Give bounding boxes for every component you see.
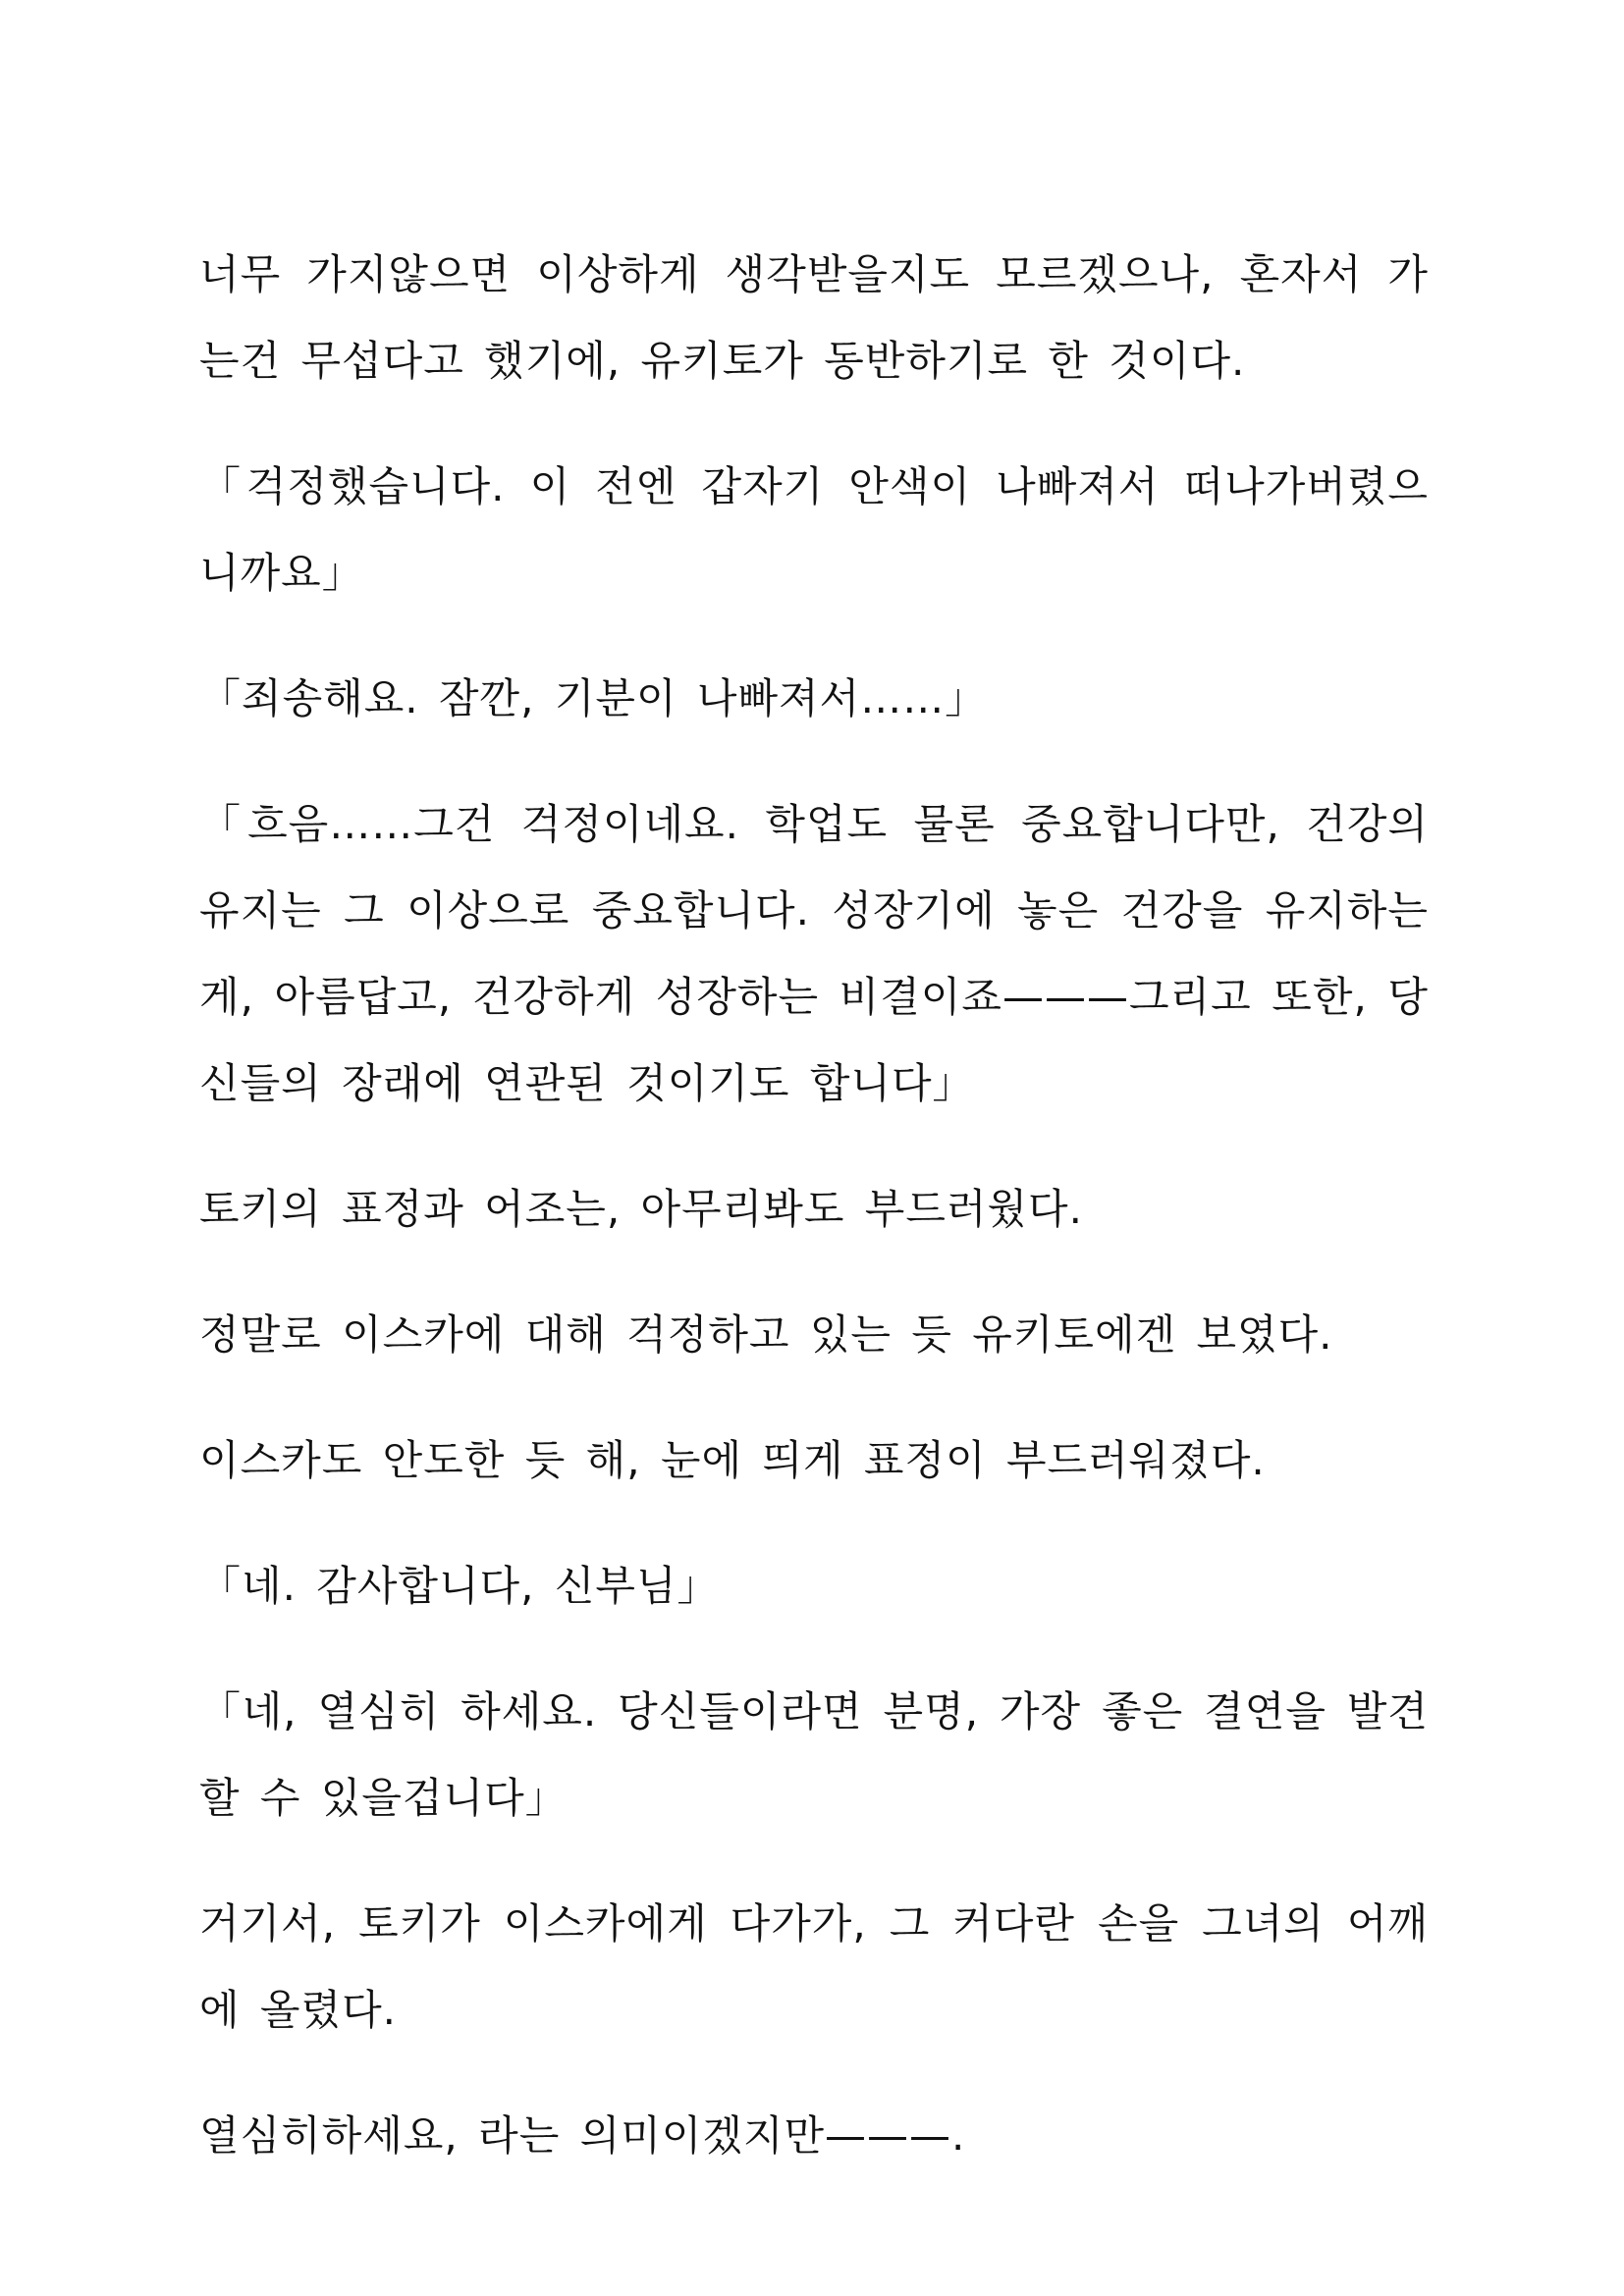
paragraph-5: 토키의 표정과 어조는, 아무리봐도 부드러웠다. <box>199 1185 1083 1233</box>
paragraph-6: 정말로 이스카에 대해 걱정하고 있는 듯 유키토에겐 보였다. <box>199 1310 1333 1359</box>
paragraph-3: 「죄송해요. 잠깐, 기분이 나빠져서……」 <box>199 674 988 722</box>
paragraph-7: 이스카도 안도한 듯 해, 눈에 띄게 표정이 부드러워졌다. <box>199 1436 1266 1484</box>
paragraph-4: 「흐음……그건 걱정이네요. 학업도 물론 중요합니다만, 건강의 유지는 그 이상으로 중요합니다. 성장기에 놓은 건강을 유지하는게, 아름답고, 건강하게 성장하는 비결이죠———그리고 또한, 당신들의 장래에 연관된 것이기도 합니다」 <box>199 800 1429 1107</box>
paragraph-11: 열심히하세요, 라는 의미이겠지만———. <box>199 2111 966 2160</box>
paragraph-1: 너무 가지않으면 이상하게 생각받을지도 모르겠으나, 혼자서 가는건 무섭다고 했기에, 유키토가 동반하기로 한 것이다. <box>199 250 1429 385</box>
paragraph-2: 「걱정했습니다. 이 전엔 갑자기 안색이 나빠져서 떠나가버렸으니까요」 <box>199 462 1429 597</box>
paragraph-9: 「네, 열심히 하세요. 당신들이라면 분명, 가장 좋은 결연을 발견할 수 있을겁니다」 <box>199 1687 1429 1822</box>
paragraph-8: 「네. 감사합니다, 신부님」 <box>199 1562 720 1610</box>
body-text <box>199 232 1429 2218</box>
paragraph-10: 거기서, 토키가 이스카에게 다가가, 그 커다란 손을 그녀의 어깨에 올렸다. <box>199 1899 1429 2034</box>
